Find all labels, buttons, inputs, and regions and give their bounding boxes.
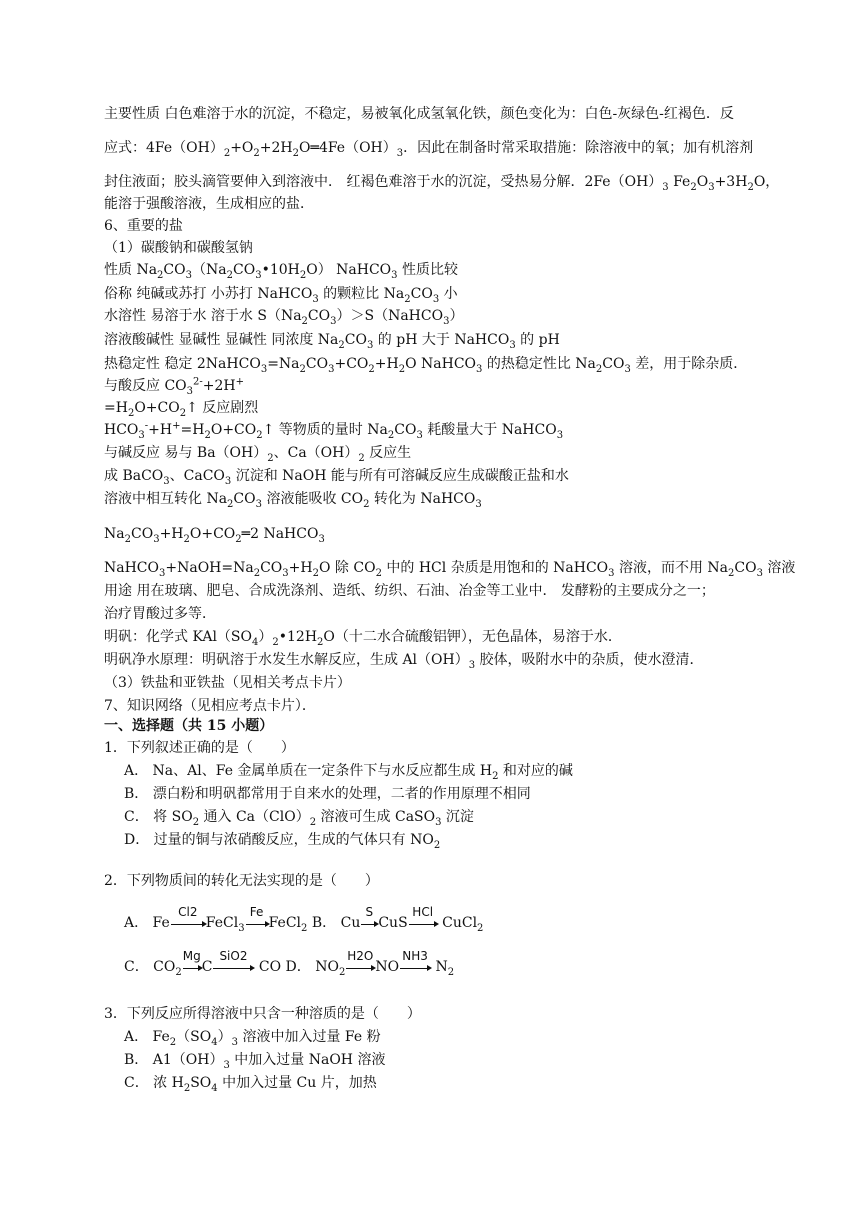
text-line: 性质 $Na_2CO_3(Na_2CO_3•10H_2O)$ NaHCO$_3$ 性质比较: [104, 262, 458, 281]
text-line: 成 BaCO$_3$、CaCO$_3$ 沉淀和 NaOH 能与所有可溶碱反应生成碳酸正盐和水: [104, 468, 569, 487]
reaction-arrow: S: [361, 911, 377, 931]
text-line: 明矾净水原理：明矾溶于水发生水解反应，生成 $Al(OH)_3$ 胶体，吸附水中的杂质，使水澄清．: [104, 652, 704, 671]
reaction-arrow: Fe: [246, 911, 268, 931]
text-line: $HCO_3^-+H^+=H_2O+CO_2↑$ 等物质的量时 $Na_2CO_3$ 耗酸量大于 NaHCO$_3$: [104, 420, 564, 441]
option-d: D． 过量的铜与浓硝酸反应，生成的气体只有 $NO_2$: [124, 832, 441, 851]
option-a-b: A． Fe Cl2 FeCl$_3$ Fe FeCl$_2$ B． Cu S CuS HCl CuCl$_2$: [124, 905, 484, 934]
heading: 7、知识网络（见相应考点卡片）．: [104, 698, 316, 714]
option-a: A． $Fe_2(SO_4)_3$ 溶液中加入过量 Fe 粉: [124, 1029, 381, 1048]
text-line: 能溶于强酸溶液，生成相应的盐．: [104, 196, 314, 212]
text-line: 与酸反应 $CO_3^{2-}+2H^+$: [104, 376, 245, 397]
section-title: 一、选择题（共 15 小题）: [104, 718, 274, 734]
text-line: 与碱反应 易与 $Ba(OH)_2$、$Ca(OH)_2$ 反应生: [104, 445, 412, 464]
text-line: 热稳定性 稳定 $2NaHCO_3=Na_2CO_3+CO_2+H_2O$ NaHCO$_3$ 的热稳定性比 $Na_2CO_3$ 差，用于除杂质．: [104, 356, 748, 375]
text-line: 水溶性 易溶于水 溶于水 $S(Na_2CO_3)>S(NaHCO_3)$: [104, 308, 464, 327]
text-line: $NaHCO_3+NaOH=Na_2CO_3+H_2O$ 除 $CO_2$ 中的 HCl 杂质是用饱和的 NaHCO$_3$ 溶液，而不用 $Na_2CO_3$ 溶液: [104, 560, 796, 579]
reaction-arrow: NH3: [400, 955, 430, 975]
option-a: A． Na、Al、Fe 金属单质在一定条件下与水反应都生成 $H_2$ 和对应的碱: [124, 763, 573, 782]
reaction-arrow: Cl2: [171, 911, 205, 931]
text-line: 封住液面；胶头滴管要伸入到溶液中． 红褐色难溶于水的沉淀，受热易分解．$2Fe(OH)_3$ $Fe_2O_3+3H_2O$，: [104, 174, 780, 193]
text-line: 俗称 纯碱或苏打 小苏打 NaHCO$_3$ 的颗粒比 $Na_2CO_3$ 小: [104, 286, 458, 305]
text-line: $=H_2O+CO_2↑$ 反应剧烈: [104, 400, 259, 419]
option-c: C． 浓 $H_2SO_4$ 中加入过量 Cu 片，加热: [124, 1075, 377, 1094]
reaction-arrow: SiO2: [213, 955, 253, 975]
question-stem: 3．下列反应所得溶液中只含一种溶质的是（ ）: [104, 1006, 421, 1022]
text-line: 溶液酸碱性 显碱性 显碱性 同浓度 $Na_2CO_3$ 的 pH 大于 NaHCO$_3$ 的 pH: [104, 332, 560, 351]
reaction-arrow: H2O: [346, 955, 374, 975]
text-line: 应式：$4Fe(OH)_2+O_2+2H_2O═4Fe(OH)_3$．因此在制备时常采取措施：除溶液中的氧；加有机溶剂: [104, 140, 754, 159]
text-line: 主要性质 白色难溶于水的沉淀，不稳定，易被氧化成氢氧化铁，颜色变化为：白色-灰绿色-红褐色．反: [104, 106, 734, 122]
text-line: 明矾：化学式 $KAl(SO_4)_2•12H_2O$（十二水合硫酸铝钾），无色晶体，易溶于水．: [104, 629, 622, 648]
heading: 6、重要的盐: [104, 218, 183, 234]
question-stem: 2．下列物质间的转化无法实现的是（ ）: [104, 873, 379, 889]
heading: （3）铁盐和亚铁盐（见相关考点卡片）: [104, 675, 351, 691]
option-b: B． 漂白粉和明矾都常用于自来水的处理，二者的作用原理不相同: [124, 786, 531, 802]
option-c: C． 将 $SO_2$ 通入 $Ca(ClO)_2$ 溶液可生成 CaSO$_3$ 沉淀: [124, 809, 474, 828]
equation: $Na_2CO_3+H_2O+CO_2═2$ NaHCO$_3$: [104, 526, 325, 545]
question-stem: 1．下列叙述正确的是（ ）: [104, 740, 295, 756]
option-b: B． $A1(OH)_3$ 中加入过量 NaOH 溶液: [124, 1052, 386, 1071]
text-line: 治疗胃酸过多等．: [104, 606, 216, 622]
reaction-arrow: HCl: [409, 911, 437, 931]
text-line: 溶液中相互转化 $Na_2CO_3$ 溶液能吸收 $CO_2$ 转化为 NaHCO$_3$: [104, 491, 482, 510]
heading: （1）碳酸钠和碳酸氢钠: [104, 240, 253, 256]
option-c-d: C． $CO_2$ Mg C SiO2 CO D． $NO_2$ H2O NO NH3 $N_2$: [124, 949, 455, 978]
reaction-arrow: Mg: [183, 955, 201, 975]
text-line: 用途 用在玻璃、肥皂、合成洗涤剂、造纸、纺织、石油、冶金等工业中． 发酵粉的主要成分之一；: [104, 583, 715, 599]
